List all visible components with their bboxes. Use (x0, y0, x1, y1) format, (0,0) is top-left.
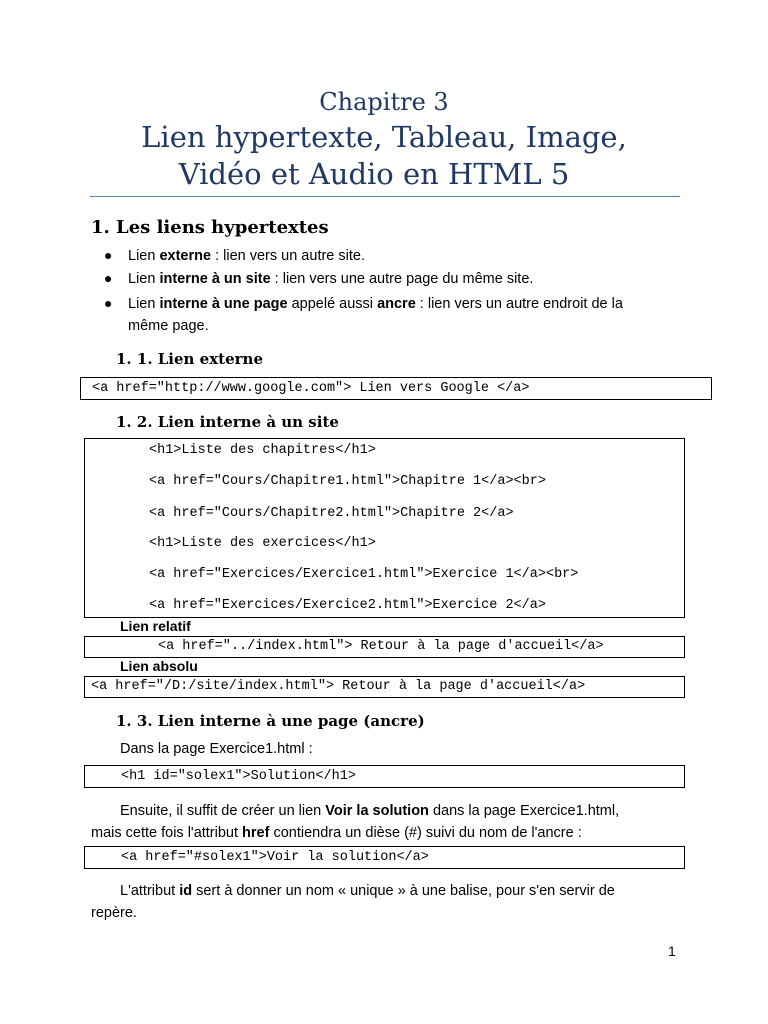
code-line: <a href="Cours/Chapitre1.html">Chapitre 1</a><br> (149, 474, 546, 489)
bullet-item: ● Lien externe : lien vers un autre site. (104, 247, 365, 264)
chapter-label: Chapitre 3 (319, 88, 449, 116)
code-box (84, 636, 685, 658)
code-line: <a href="Cours/Chapitre2.html">Chapitre 2</a> (149, 506, 514, 521)
code-line: <a href="/D:/site/index.html"> Retour à la page d'accueil</a> (91, 679, 586, 694)
absolute-link-label: Lien absolu (120, 658, 198, 674)
code-box (84, 846, 685, 869)
chapter-title-line-1: Lien hypertexte, Tableau, Image, (141, 120, 627, 154)
bullet-icon: ● (104, 270, 113, 286)
subsection-heading: 1. 1. Lien externe (116, 350, 263, 368)
page-number: 1 (668, 943, 676, 959)
section-heading: 1. Les liens hypertextes (91, 217, 329, 238)
paragraph: Ensuite, il suffit de créer un lien Voir la solution dans la page Exercice1.html, mais cette fois l'attribut href contiendra un dièse (#) suivi du nom de l'ancre : (91, 803, 620, 841)
bullet-icon: ● (104, 295, 113, 311)
code-line: <h1>Liste des chapitres</h1> (149, 443, 376, 458)
code-line: <a href="../index.html"> Retour à la page d'accueil</a> (158, 639, 604, 654)
bullet-item: ● Lien interne à une page appelé aussi ancre : lien vers un autre endroit de la même page. (128, 293, 678, 337)
code-line: <a href="Exercices/Exercice1.html">Exercice 1</a><br> (149, 567, 579, 582)
code-box (84, 765, 685, 788)
code-line: <a href="#solex1">Voir la solution</a> (121, 850, 429, 865)
bullet-icon: ● (104, 247, 113, 263)
relative-link-label: Lien relatif (120, 618, 191, 634)
paragraph: L'attribut id sert à donner un nom « unique » à une balise, pour s'en servir de repère. (91, 883, 615, 921)
title-divider (90, 196, 680, 197)
code-line: <a href="http://www.google.com"> Lien vers Google </a> (92, 381, 530, 396)
subsection-heading: 1. 3. Lien interne à une page (ancre) (116, 712, 425, 730)
paragraph: Dans la page Exercice1.html : (120, 741, 313, 757)
code-line: <h1>Liste des exercices</h1> (149, 536, 376, 551)
subsection-heading: 1. 2. Lien interne à un site (116, 413, 339, 431)
code-box (84, 676, 685, 698)
code-line: <a href="Exercices/Exercice2.html">Exercice 2</a> (149, 598, 546, 613)
code-box (80, 377, 712, 400)
code-line: <h1 id="solex1">Solution</h1> (121, 769, 356, 784)
chapter-title-line-2: Vidéo et Audio en HTML 5 (178, 157, 570, 191)
code-box (84, 438, 685, 618)
bullet-item: ● Lien interne à un site : lien vers une autre page du même site. (104, 270, 534, 287)
